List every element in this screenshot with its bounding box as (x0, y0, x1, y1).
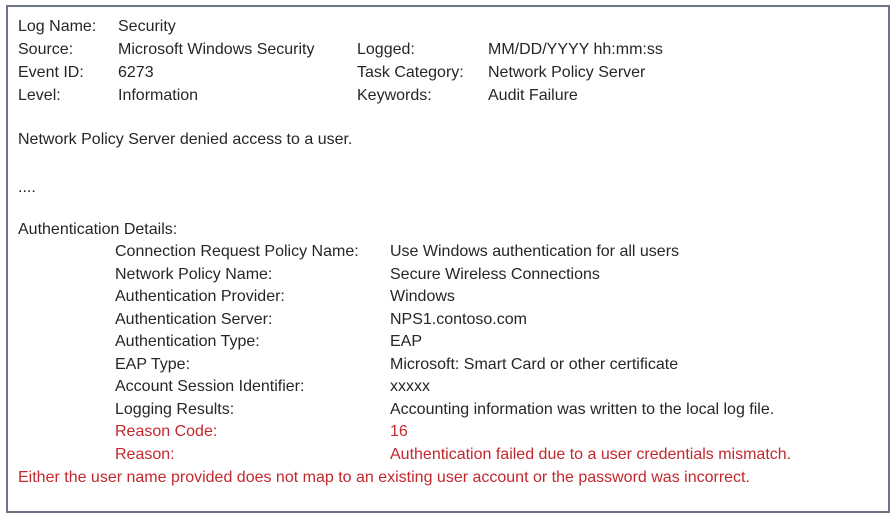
detail-label: Account Session Identifier: (115, 378, 305, 395)
field-label: Log Name: (18, 18, 97, 35)
detail-label: Reason: (115, 445, 175, 463)
auth-details-title: Authentication Details: (18, 221, 178, 238)
detail-label: Authentication Type: (115, 333, 260, 350)
event-log-panel (6, 5, 890, 513)
field-value: Microsoft Windows Security (118, 41, 315, 58)
detail-label: Authentication Server: (115, 310, 273, 328)
detail-row (115, 309, 876, 332)
detail-label: Logging Results: (115, 400, 235, 418)
field-value: 6273 (118, 64, 154, 81)
detail-value: NPS1.contoso.com (390, 310, 527, 328)
field-label: Source: (18, 41, 74, 58)
field-value: Security (118, 18, 176, 35)
event-header (18, 15, 876, 107)
detail-row-reason (115, 444, 876, 467)
detail-row (115, 376, 876, 399)
event-description: Network Policy Server denied access to a user. (18, 131, 353, 148)
detail-row (115, 241, 876, 264)
event-header-row (18, 84, 876, 107)
detail-value: xxxxx (390, 378, 430, 395)
detail-label: Connection Request Policy Name: (115, 243, 359, 260)
field-value (488, 15, 876, 38)
detail-value: Authentication failed due to a user credentials mismatch. (390, 445, 792, 463)
field-label: Logged: (357, 41, 415, 58)
field-value: Information (118, 87, 199, 104)
field-label: Task Category: (357, 64, 464, 81)
detail-value: EAP (390, 333, 423, 350)
detail-label: Reason Code: (115, 423, 218, 440)
field-label: Keywords: (357, 87, 432, 104)
field-value: Network Policy Server (488, 64, 646, 81)
detail-value: 16 (390, 423, 408, 440)
reason-detail-text: Either the user name provided does not map to an existing user account or the password was incorrect. (18, 469, 750, 486)
detail-value: Microsoft: Smart Card or other certificate (390, 355, 679, 373)
detail-row (115, 286, 876, 309)
field-value: MM/DD/YYYY hh:mm:ss (488, 41, 663, 58)
field-label: Event ID: (18, 64, 84, 81)
detail-label: Network Policy Name: (115, 265, 273, 283)
detail-row-reason-code (115, 421, 876, 444)
detail-row (115, 354, 876, 377)
detail-label: EAP Type: (115, 355, 191, 373)
detail-label: Authentication Provider: (115, 288, 285, 305)
detail-value: Use Windows authentication for all users (390, 243, 680, 260)
event-header-row (18, 38, 876, 61)
ellipsis-text: .... (18, 179, 36, 196)
field-value: Audit Failure (488, 87, 578, 104)
event-header-row (18, 15, 876, 38)
detail-row (115, 264, 876, 287)
detail-value: Accounting information was written to the local log file. (390, 400, 775, 418)
field-label: Level: (18, 87, 61, 104)
field-label (357, 15, 488, 38)
event-header-row (18, 61, 876, 84)
detail-row (115, 399, 876, 422)
auth-details-list (115, 241, 876, 466)
detail-value: Secure Wireless Connections (390, 265, 600, 283)
detail-value: Windows (390, 288, 455, 305)
detail-row (115, 331, 876, 354)
